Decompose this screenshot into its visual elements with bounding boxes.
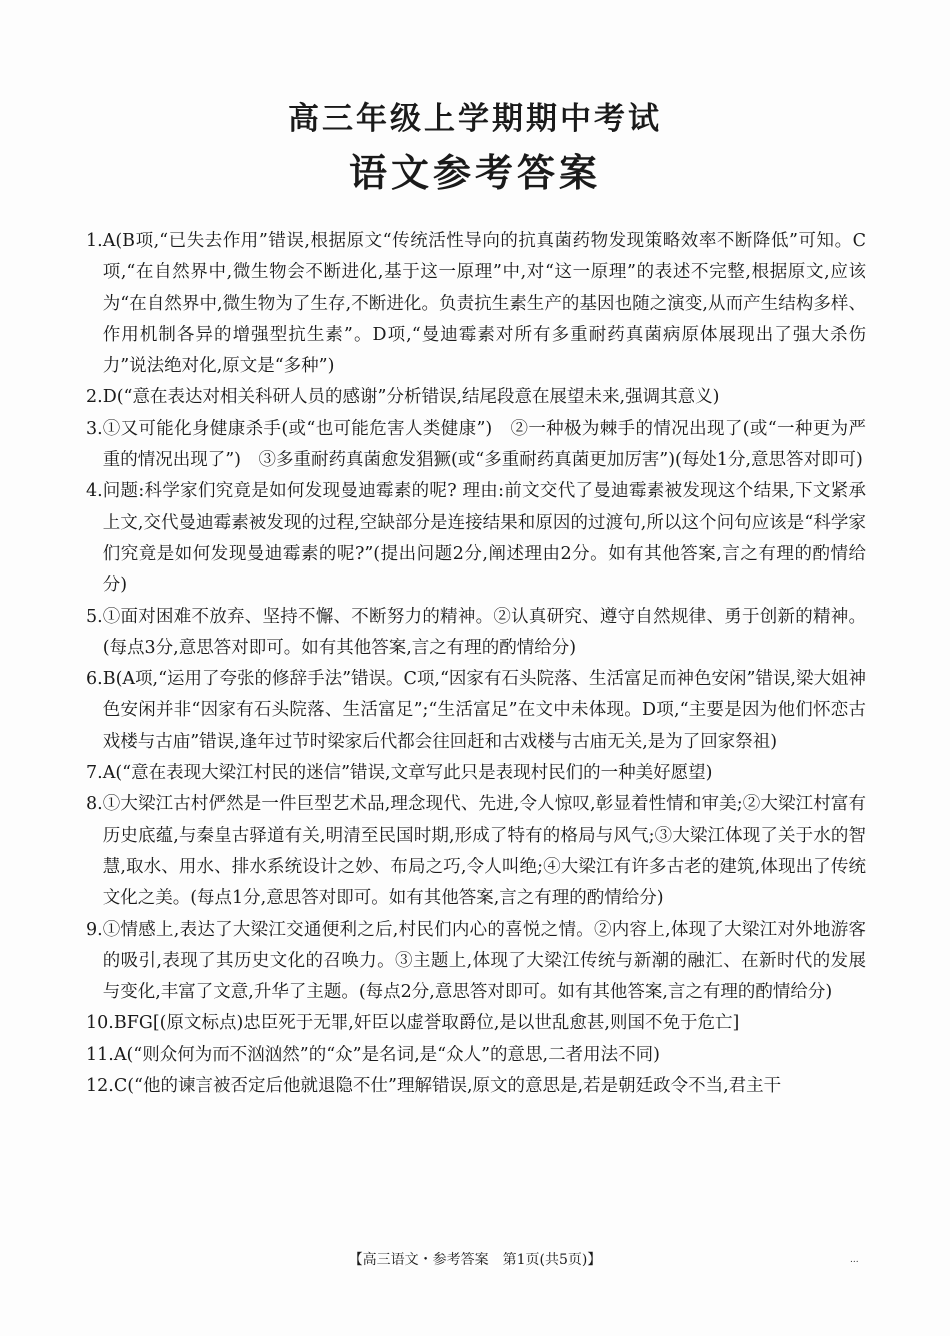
answer-text: A(“则众何为而不汹汹然”的“众”是名词,是“众人”的意思,二者用法不同) xyxy=(113,1044,660,1065)
answer-item-12 xyxy=(86,1071,866,1102)
answer-text: 问题:科学家们究竟是如何发现曼迪霉素的呢? 理由:前文交代了曼迪霉素被发现这个结果,下文紧承上文,交代曼迪霉素被发现的过程,空缺部分是连接结果和原因的过渡句,所以这个问句应该是“科学家们究竟是如何发现曼迪霉素的呢?”(提出问题2分,阐述理由2分。如有其他答案,言之有理的酌情给分) xyxy=(102,481,866,596)
answer-text: B(A项,“运用了夸张的修辞手法”错误。C项,“因家有石头院落、生活富足而神色安闲”错误,梁大姐神色安闲并非“因家有石头院落、生活富足”;“生活富足”在文中未体现。D项,“主要是因为他们怀恋古戏楼与古庙”错误,逢年过节时梁家后代都会往回赶和古戏楼与古庙无关,是为了回家祭祖) xyxy=(102,669,866,752)
answer-text: D(“意在表达对相关科研人员的感谢”分析错误,结尾段意在展望未来,强调其意义) xyxy=(102,387,720,408)
answer-number: 5. xyxy=(86,606,103,627)
answer-text: ①情感上,表达了大梁江交通便利之后,村民们内心的喜悦之情。②内容上,体现了大梁江对外地游客的吸引,表现了其历史文化的召唤力。③主题上,体现了大梁江传统与新潮的融汇、在新时代的发展与变化,丰富了文意,升华了主题。(每点2分,意思答对即可。如有其他答案,言之有理的酌情给分) xyxy=(102,919,866,1003)
answer-text: A(“意在表现大梁江村民的迷信”错误,文章写此只是表现村民们的一种美好愿望) xyxy=(102,763,713,784)
answer-text: BFG[(原文标点)忠臣死于无罪,奸臣以虚誉取爵位,是以世乱愈甚,则国不免于危亡] xyxy=(113,1013,740,1034)
answer-number: 12. xyxy=(86,1076,114,1097)
answer-number: 11. xyxy=(86,1044,114,1065)
answer-number: 10. xyxy=(86,1013,114,1034)
answer-item-2 xyxy=(86,382,866,413)
answer-item-10 xyxy=(86,1008,866,1039)
answer-number: 1. xyxy=(86,231,103,251)
answer-number: 4. xyxy=(86,481,103,502)
answer-number: 2. xyxy=(86,387,103,408)
answer-number: 7. xyxy=(86,763,103,784)
answer-number: 8. xyxy=(86,794,103,815)
page-footer: 【高三语文・参考答案 第1页(共5页)】 xyxy=(348,1252,602,1268)
corner-mark: ... xyxy=(850,1255,859,1265)
answer-item-6 xyxy=(86,664,866,758)
answer-list xyxy=(86,226,866,1102)
answer-item-5 xyxy=(86,602,866,665)
answer-number: 3. xyxy=(86,418,103,439)
answer-item-3 xyxy=(86,414,866,477)
answer-item-7 xyxy=(86,758,866,789)
answer-number: 6. xyxy=(86,669,103,690)
answer-item-1 xyxy=(86,226,866,382)
answer-text: C(“他的谏言被否定后他就退隐不仕”理解错误,原文的意思是,若是朝廷政令不当,君主干 xyxy=(113,1076,782,1097)
answer-item-11 xyxy=(86,1040,866,1071)
exam-subtitle: 语文参考答案 xyxy=(348,151,601,195)
answer-text: ①又可能化身健康杀手(或“也可能危害人类健康”) ②一种极为棘手的情况出现了(或“一种更为严重的情况出现了”) ③多重耐药真菌愈发猖獗(或“多重耐药真菌更加厉害”)(每处1分,意思答对即可) xyxy=(102,418,866,471)
answer-item-8 xyxy=(86,789,866,914)
answer-item-9 xyxy=(86,915,866,1009)
answer-number: 9. xyxy=(86,919,103,940)
answer-item-4 xyxy=(86,476,866,601)
answer-text: ①大梁江古村俨然是一件巨型艺术品,理念现代、先进,令人惊叹,彰显着性情和审美;②大梁江村富有历史底蕴,与秦皇古驿道有关,明清至民国时期,形成了特有的格局与风气;③大梁江体现了关于水的智慧,取水、用水、排水系统设计之妙、布局之巧,令人叫绝;④大梁江有许多古老的建筑,体现出了传统文化之美。(每点1分,意思答对即可。如有其他答案,言之有理的酌情给分) xyxy=(102,794,866,909)
answer-text: ①面对困难不放弃、坚持不懈、不断努力的精神。②认真研究、遵守自然规律、勇于创新的精神。(每点3分,意思答对即可。如有其他答案,言之有理的酌情给分) xyxy=(102,606,866,658)
exam-title: 高三年级上学期期中考试 xyxy=(288,101,662,137)
answer-text: A(B项,“已失去作用”错误,根据原文“传统活性导向的抗真菌药物发现策略效率不断降低”可知。C项,“在自然界中,微生物会不断进化,基于这一原理”中,对“这一原理”的表述不完整,根据原文,应该为“在自然界中,微生物为了生存,不断进化。负责抗生素生产的基因也随之演变,从而产生结构多样、作用机制各异的增强型抗生素”。D项,“曼迪霉素对所有多重耐药真菌病原体展现出了强大杀伤力”说法绝对化,原文是“多种”) xyxy=(102,231,866,377)
title-block xyxy=(0,96,950,202)
